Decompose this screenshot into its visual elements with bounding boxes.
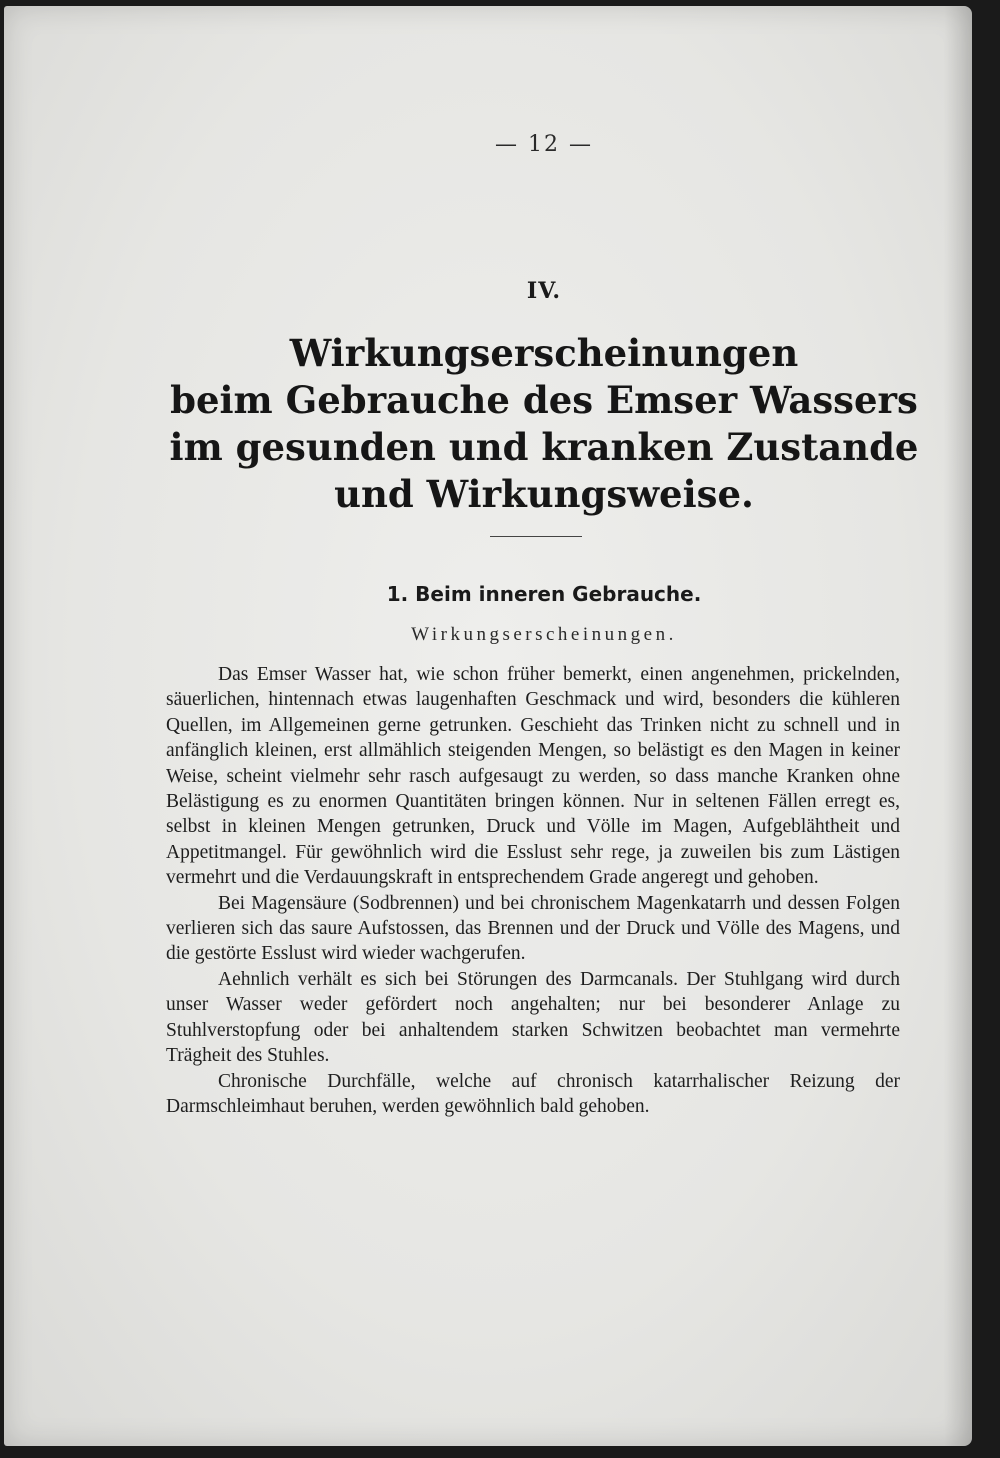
chapter-number: IV. <box>526 278 562 304</box>
section-heading: 1. Beim inneren Gebrauche. <box>386 582 702 606</box>
chapter-title-line: beim Gebrauche des Emser Wassers <box>170 378 918 422</box>
paragraph: Aehnlich verhält es sich bei Störungen des Darmcanals. Der Stuhlgang wird durch unser Wasser weder gefördert noch angehalten; nur bei besonderer Anlage zu Stuhlverstopfung oder bei anhaltendem starken Schwitzen beobachtet man vermehrte Trägheit des Stuhles. <box>166 968 900 1067</box>
chapter-title-line: Wirkungserscheinungen <box>289 331 799 375</box>
chapter-title-line: und Wirkungsweise. <box>334 472 754 516</box>
book-page <box>4 6 972 1446</box>
page-edge-shadow <box>944 6 972 1446</box>
page-number: — 12 — <box>495 132 593 157</box>
chapter-title <box>144 330 944 518</box>
paragraph: Bei Magensäure (Sodbrennen) und bei chronischem Magenkatarrh und dessen Folgen verlieren sich das saure Aufstossen, das Brennen und der Druck und Völle des Magens, und die gestörte Esslust wird wieder wachgerufen. <box>166 892 900 965</box>
subheading: Wirkungserscheinungen. <box>411 624 677 645</box>
paragraph: Chronische Durchfälle, welche auf chronisch katarrhalischer Reizung der Darmschleimhaut beruhen, werden gewöhnlich bald gehoben. <box>166 1070 900 1117</box>
paragraph: Das Emser Wasser hat, wie schon früher bemerkt, einen angenehmen, prickelnden, säuerlichen, hintennach etwas laugenhaften Geschmack und wird, besonders die kühleren Quellen, im Allgemeinen gerne getrunken. Geschieht das Trinken nicht zu schnell und in anfänglich kleinen, erst allmählich steigenden Mengen, so belästigt es den Magen in keiner Weise, scheint vielmehr sehr rasch aufgesaugt zu werden, so dass manche Kranken ohne Belästigung es zu enormen Quantitäten bringen können. Nur in seltenen Fällen erregt es, selbst in kleinen Mengen getrunken, Druck und Völle im Magen, Aufgeblähtheit und Appetitmangel. Für gewöhnlich wird die Esslust sehr rege, ja zuweilen bis zum Lästigen vermehrt und die Verdauungskraft in entsprechendem Grade angeregt und gehoben. <box>166 664 900 889</box>
body-text <box>166 662 900 1119</box>
title-divider <box>490 536 582 537</box>
chapter-title-line: im gesunden und kranken Zustande <box>169 425 919 469</box>
